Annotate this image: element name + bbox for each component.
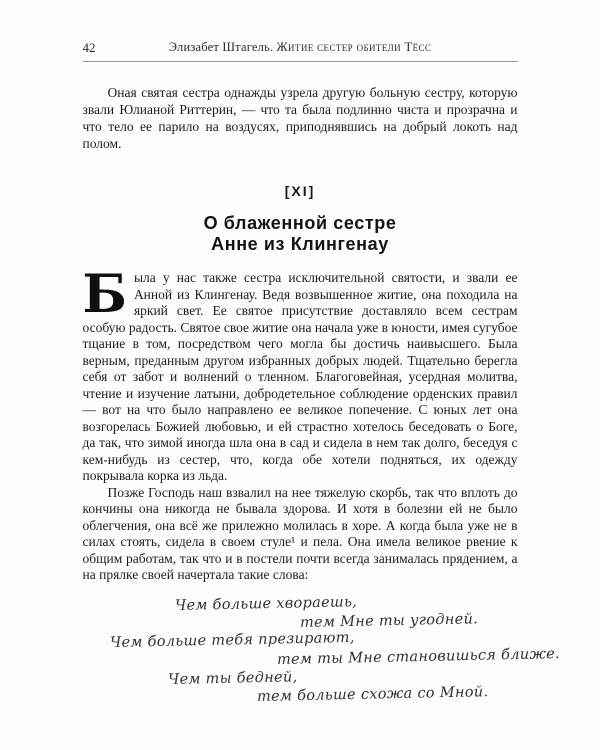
chapter-title-line-1: О блаженной сестре (203, 213, 397, 233)
verse-line: Чем ты бедней, (167, 668, 298, 688)
chapter-title (83, 213, 518, 255)
verse-line: Чем больше хвораешь, (174, 593, 357, 614)
verse-line: тем больше схожа со Мной. (256, 683, 489, 705)
book-page (82, 0, 560, 705)
chapter-title-line-2: Анне из Клингенау (211, 234, 389, 254)
running-head (83, 40, 518, 62)
handwritten-verses (83, 593, 560, 705)
page-number: 42 (82, 40, 96, 55)
running-title-book: Житие сестер обители Тёсс (276, 40, 432, 54)
verse-line: Чем больше тебя презирают, (109, 629, 355, 651)
verse-line: тем ты Мне становишься ближе. (276, 645, 560, 668)
intro-paragraph: Оная святая сестра однажды узрела другую больную сестру, которую звали Юлианой Риттерин, — что та была подлинно чиста и прозрачна и что тело ее парило на воздусях, приподнявшись на добрый локоть над полом. (82, 85, 518, 151)
chapter-body (82, 264, 518, 584)
running-title-author: Элизабет Штагель. (168, 40, 274, 54)
verse-line: тем Мне ты угодней. (299, 610, 478, 631)
body-paragraph-1: ыла у нас также сестра исключительной святости, и звали ее Анной из Клингенау. Ведя возвышенное житие, она походила на яркий свет. Ее святое присутствие доставляло всем сестрам особую радость. Святое свое житие она начала уже в юности, имея сугубое тщание в том, посредством чего могла бы достичь наивысшего. Была верным, преданным другом избранных добрых людей. Тщательно берегла себя от забот и волнений о тленном. Благоговейная, усердная молитва, чтение и изучение латыни, добродетельное соблюдение орденских правил — вот на что было направлено ее великое попечение. С юных лет она возгорелась Божией любовью, и ей страстно хотелось беседовать о Боге, да так, что зимой иногда шла она в сад и сидела в нем так долго, беседуя с кем-нибудь из сестер, что, когда обе хотели подняться, их одежду покрывала корка из льда. (82, 270, 518, 483)
body-paragraph-2: Позже Господь наш взвалил на нее тяжелую скорбь, так что вплоть до кончины она никогда не бывала здорова. И хотя в болезни ей не было облегчения, она всё же прилежно молилась в хоре. А когда была уже не в силах стоять, сидела в своем стуле¹ и пела. Она имела великое рвение к общим работам, так что и в постели почти всегда занималась прядением, а на прялке своей начертала такие слова: (82, 484, 518, 582)
chapter-number-marker: [XI] (284, 183, 316, 199)
drop-cap-letter: Б (82, 264, 127, 325)
